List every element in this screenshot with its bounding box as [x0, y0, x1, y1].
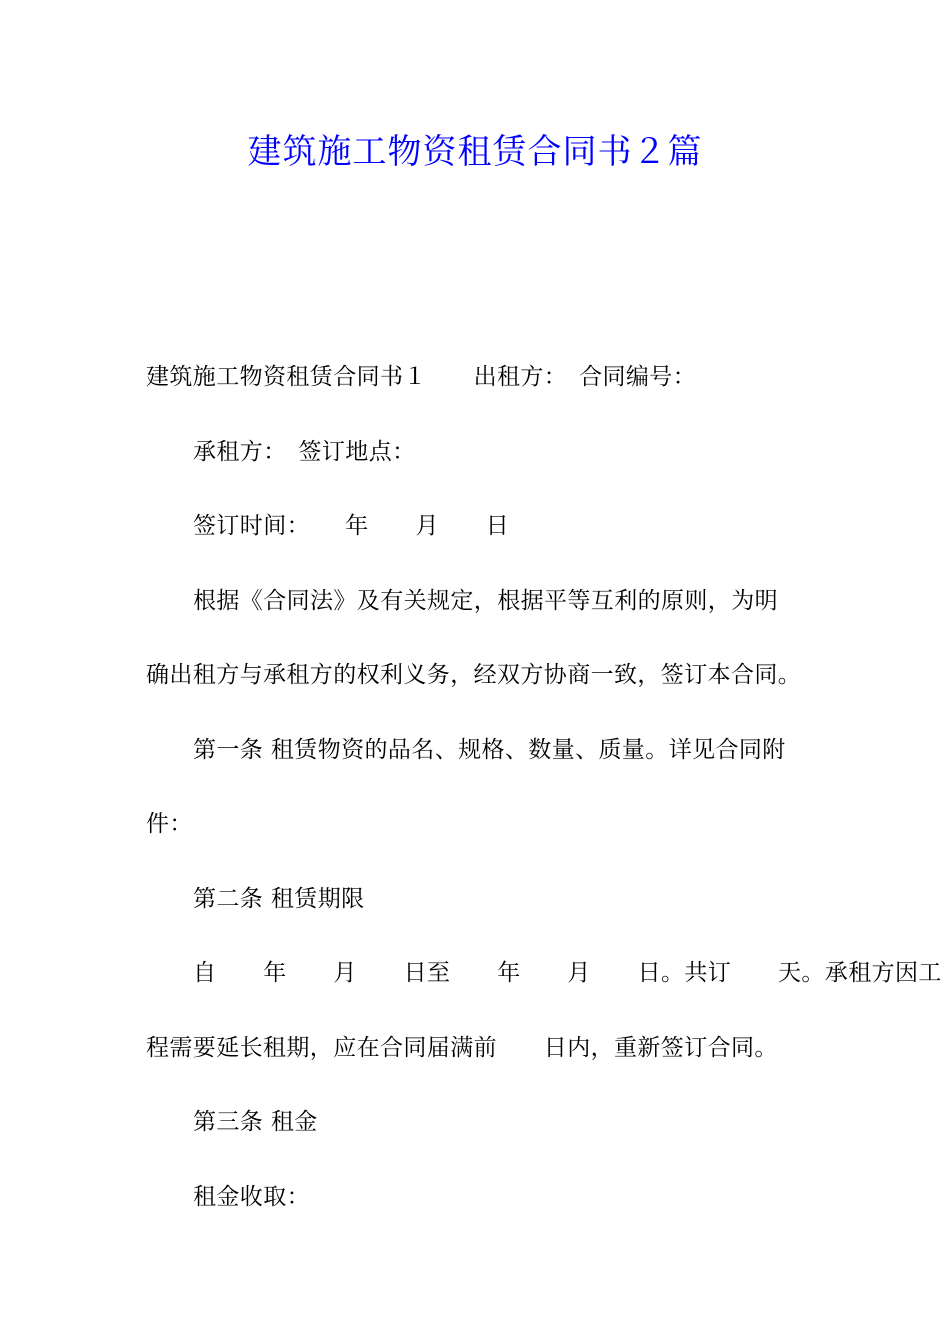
- paragraph-line: 确出租方与承租方的权利义务，经双方协商一致，签订本合同。: [146, 662, 802, 688]
- paragraph-line: 根据《合同法》及有关规定，根据平等互利的原则，为明: [193, 587, 778, 614]
- contract-header-line: 建筑施工物资租赁合同书１ 出租方： 合同编号：: [146, 364, 697, 390]
- article-line: 第三条 租金: [193, 1109, 318, 1135]
- paragraph-line: 件：: [146, 811, 193, 837]
- paragraph-line: 自 年 月 日至 年 月 日。共订 天。承租方因工: [193, 960, 942, 986]
- article-line: 第二条 租赁期限: [193, 885, 365, 912]
- lessee-line: 承租方： 签订地点：: [193, 438, 416, 465]
- signing-date-line: 签订时间： 年 月 日: [193, 513, 510, 539]
- document-body: [146, 340, 942, 1234]
- paragraph-line: 租金收取：: [193, 1183, 310, 1210]
- article-line: 第一条 租赁物资的品名、规格、数量、质量。详见合同附: [193, 736, 786, 763]
- document-title: 建筑施工物资租赁合同书２篇: [247, 132, 703, 172]
- paragraph-line: 程需要延长租期，应在合同届满前 日内，重新签订合同。: [146, 1034, 778, 1061]
